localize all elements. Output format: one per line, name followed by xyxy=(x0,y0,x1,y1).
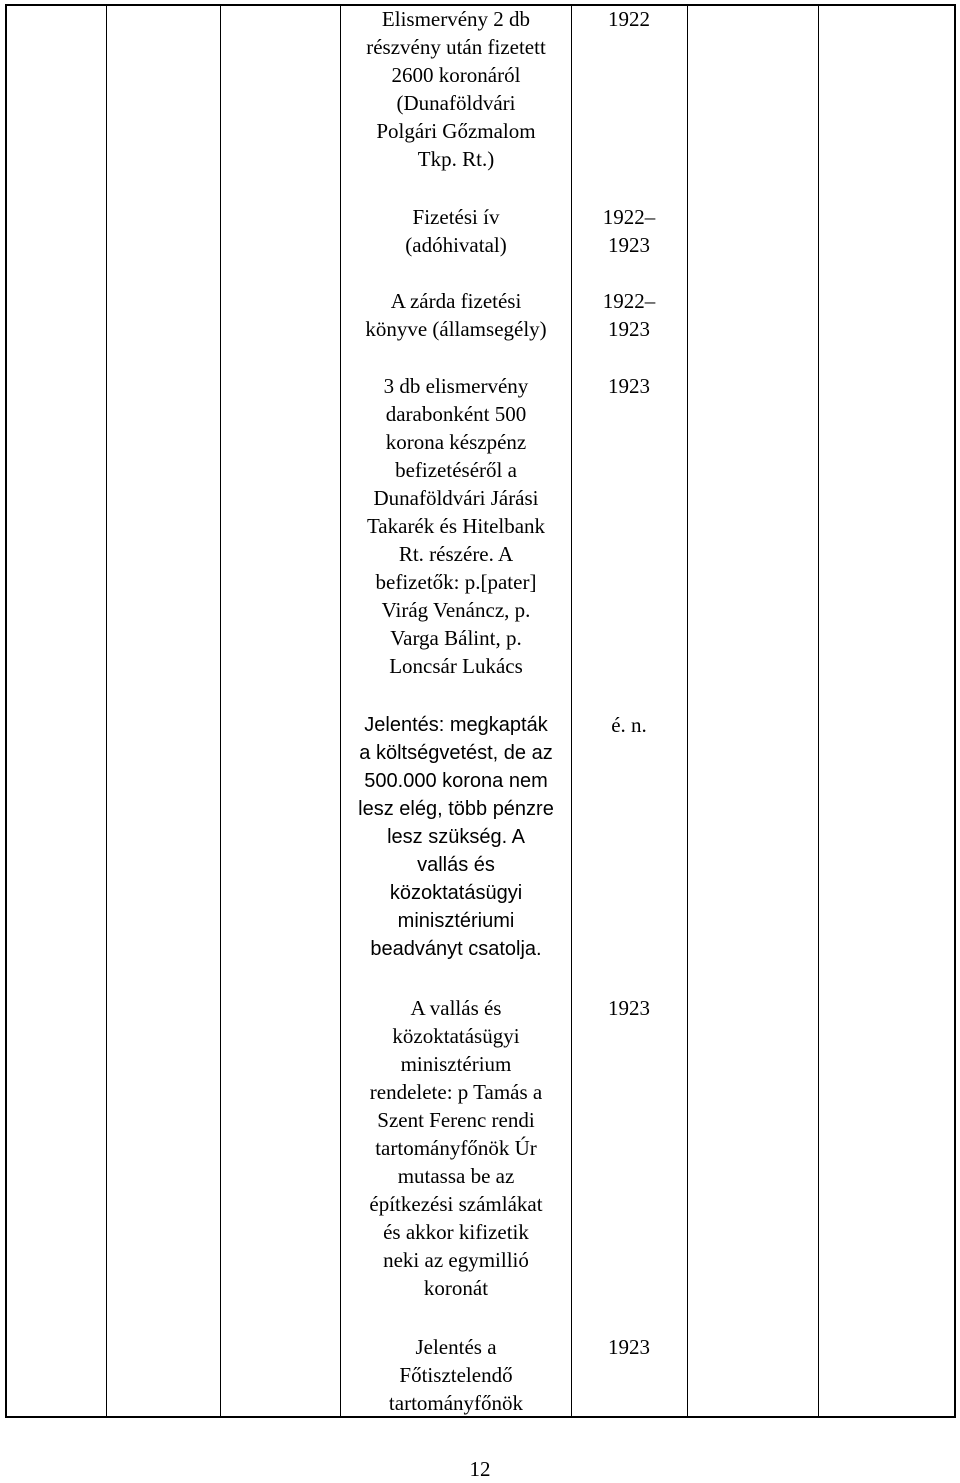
entry-description: 3 db elismervény darabonként 500 korona készpénz befizetéséről a Dunaföldvári Járási Takarék és Hitelbank Rt. részére. A befizetők: p.[pater] Virág Venáncz, p. Varga Bálint, p. Loncsár Lukács xyxy=(366,374,546,678)
entry-date: 1923 xyxy=(608,1335,650,1359)
entry-date: 1923 xyxy=(608,374,650,398)
column-divider xyxy=(220,4,221,1418)
entry-date: 1922– 1923 xyxy=(602,205,656,257)
page-number: 12 xyxy=(469,1457,491,1481)
entry-description: Fizetési ív (adóhivatal) xyxy=(405,205,507,257)
entry-description: A zárda fizetési könyve (államsegély) xyxy=(365,289,547,341)
entry-description: Jelentés: megkapták a költségvetést, de az 500.000 korona nem lesz elég, több pénzre lesz szükség. A vallás és közoktatásügyi minisztériumi beadványt csatolja. xyxy=(358,714,554,960)
entry-date: 1922– 1923 xyxy=(602,289,656,341)
column-divider xyxy=(818,4,819,1418)
entry-description: Elismervény 2 db részvény után fizetett 2600 koronáról (Dunaföldvári Polgári Gőzmalom Tkp. Rt.) xyxy=(366,7,546,171)
column-divider xyxy=(687,4,688,1418)
entry-date: é. n. xyxy=(611,713,647,737)
entry-date: 1923 xyxy=(608,996,650,1020)
entry-description: Jelentés a Főtisztelendő tartományfőnök xyxy=(388,1335,524,1415)
entry-description: A vallás és közoktatásügyi minisztérium rendelete: p Tamás a Szent Ferenc rendi tartományfőnök Úr mutassa be az építkezési számlákat és akkor kifizetik neki az egymillió koronát xyxy=(369,996,543,1300)
column-divider xyxy=(106,4,107,1418)
entry-date: 1922 xyxy=(608,7,650,31)
column-divider xyxy=(340,4,341,1418)
